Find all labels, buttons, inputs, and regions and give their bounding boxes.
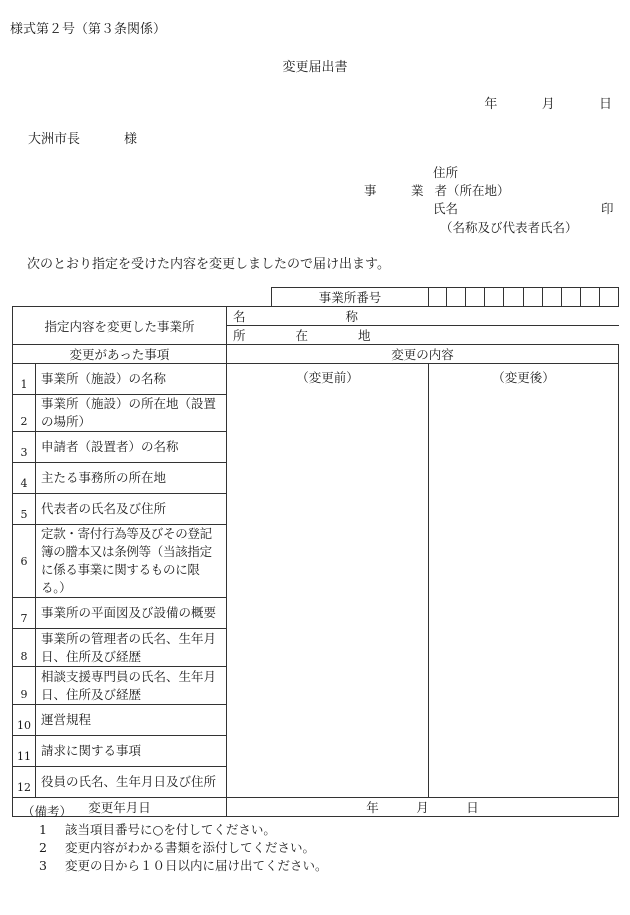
applicant-role-b: 者（所在地）: [434, 183, 510, 198]
item-number: 2: [13, 395, 36, 432]
item-text: 定款・寄付行為等及びその登記簿の謄本又は条例等（当該指定に係る事業に関するものに限る。）: [36, 525, 227, 598]
item-number: 5: [13, 494, 36, 525]
seal-mark: 印: [601, 201, 614, 216]
addressee: [28, 128, 137, 147]
item-text: 申請者（設置者）の名称: [36, 432, 227, 463]
item-text: 運営規程: [36, 705, 227, 736]
item-number: 9: [13, 667, 36, 705]
applicant-address-label: 住所: [433, 165, 459, 180]
applicant-name-note: （名称及び代表者氏名）: [440, 220, 578, 235]
item-text: 代表者の氏名及び住所: [36, 494, 227, 525]
remark-text: 変更内容がわかる書類を添付してください。: [65, 840, 316, 855]
change-date-field[interactable]: 年 月 日: [227, 798, 619, 817]
remark-text: 該当項目番号に○を付してください。: [65, 822, 276, 837]
applicant-name-label: 氏名: [433, 201, 459, 216]
changed-items-header: 変更があった事項: [13, 345, 227, 364]
date-day: 日: [598, 97, 612, 112]
remark-item: [39, 856, 328, 874]
date-month: 月: [541, 97, 555, 112]
item-text: 事業所（施設）の所在地（設置の場所）: [36, 395, 227, 432]
addressee-name: 大洲市長: [28, 132, 81, 147]
remark-number: 3: [39, 858, 47, 873]
item-text: 事業所（施設）の名称: [36, 364, 227, 395]
remark-number: 2: [39, 840, 47, 855]
addressee-honorific: 様: [124, 132, 138, 147]
office-location-label: 所 在 地: [233, 328, 371, 343]
item-text: 事業所の平面図及び設備の概要: [36, 598, 227, 629]
item-text: 役員の氏名、生年月日及び住所: [36, 767, 227, 798]
applicant-role-a: 事 業: [364, 183, 435, 198]
office-number-input[interactable]: [429, 288, 619, 307]
before-change-label: （変更前）: [296, 370, 359, 385]
office-number-label: 事業所番号: [272, 288, 429, 307]
remark-number: 1: [39, 822, 47, 837]
office-location-field[interactable]: [227, 326, 619, 345]
change-date-label: 変更年月日: [13, 798, 227, 817]
item-number: 4: [13, 463, 36, 494]
item-text: 事業所の管理者の氏名、生年月日、住所及び経歴: [36, 629, 227, 667]
submission-date: [484, 93, 612, 112]
date-year: 年: [484, 97, 498, 112]
item-text: 請求に関する事項: [36, 736, 227, 767]
item-number: 6: [13, 525, 36, 598]
item-number: 1: [13, 364, 36, 395]
after-change-label: （変更後）: [492, 370, 555, 385]
office-name-field[interactable]: [227, 307, 619, 326]
intro-text: 次のとおり指定を受けた内容を変更しましたので届け出ます。: [27, 257, 390, 272]
item-text: 相談支援専門員の氏名、生年月日、住所及び経歴: [36, 667, 227, 705]
item-number: 3: [13, 432, 36, 463]
item-number: 7: [13, 598, 36, 629]
remark-item: [39, 820, 276, 838]
applicant-role-label: [364, 181, 510, 199]
remark-item: [39, 838, 315, 856]
item-number: 12: [13, 767, 36, 798]
change-notification-table: [12, 287, 619, 817]
changed-office-label: 指定内容を変更した事業所: [13, 307, 227, 345]
office-name-label: 名 称: [233, 309, 359, 324]
remark-text: 変更の日から１０日以内に届け出てください。: [65, 858, 328, 873]
document-title: 変更届出書: [282, 60, 348, 75]
change-content-header: 変更の内容: [227, 345, 619, 364]
before-change-cell[interactable]: [227, 364, 429, 798]
item-number: 10: [13, 705, 36, 736]
form-number: 様式第２号（第３条関係）: [10, 22, 167, 37]
remarks-header: （備考）: [22, 804, 73, 819]
after-change-cell[interactable]: [429, 364, 619, 798]
item-number: 11: [13, 736, 36, 767]
item-text: 主たる事務所の所在地: [36, 463, 227, 494]
item-number: 8: [13, 629, 36, 667]
